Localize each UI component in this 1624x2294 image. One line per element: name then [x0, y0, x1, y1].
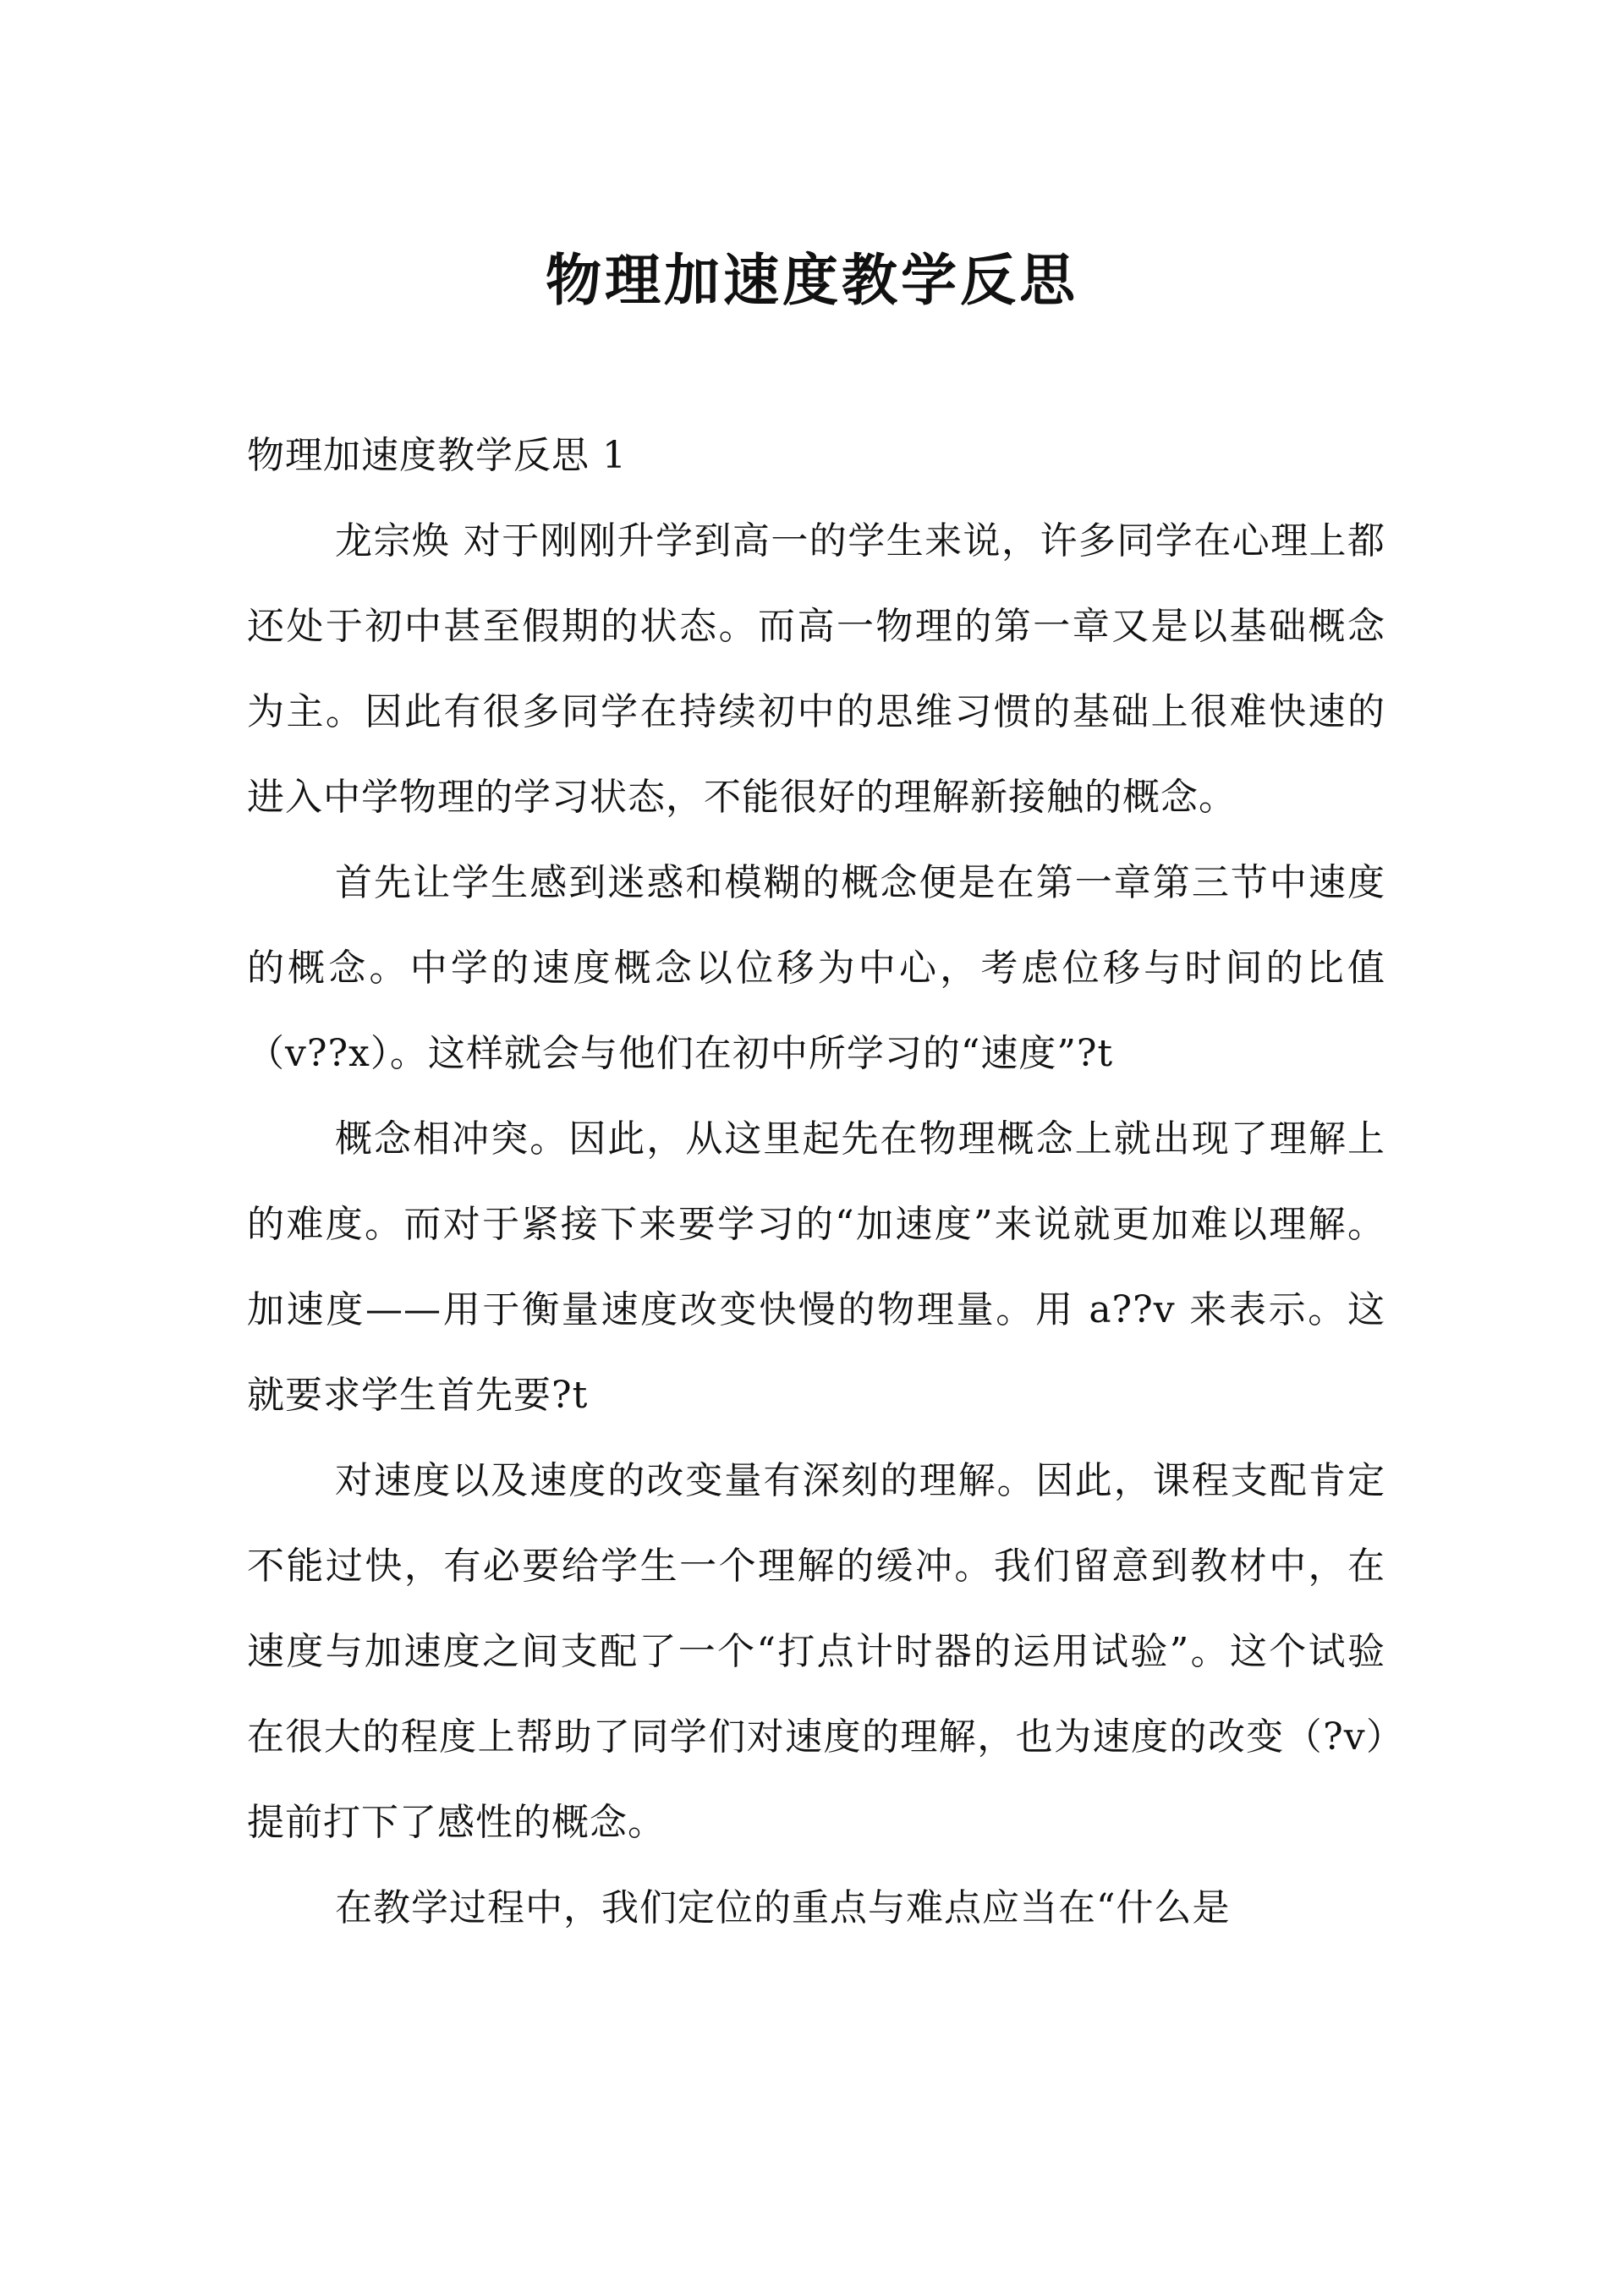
- paragraph: 对速度以及速度的改变量有深刻的理解。因此，课程支配肯定不能过快，有必要给学生一个理解的缓冲。我们留意到教材中，在速度与加速度之间支配了一个“打点计时器的运用试验”。这个试验在很大的程度上帮助了同学们对速度的理解，也为速度的改变（?v）提前打下了感性的概念。: [247, 1459, 1385, 1844]
- paragraph: 龙宗焕 对于刚刚升学到高一的学生来说，许多同学在心理上都还处于初中甚至假期的状态。而高一物理的第一章又是以基础概念为主。因此有很多同学在持续初中的思维习惯的基础上很难快速的进入中学物理的学习状态，不能很好的理解新接触的概念。: [247, 519, 1385, 819]
- document-body: [247, 413, 1385, 1951]
- document-title: 物理加速度教学反思: [546, 247, 1078, 313]
- paragraph: 在教学过程中，我们定位的重点与难点应当在“什么是: [335, 1886, 1231, 1929]
- section-heading: 物理加速度教学反思 1: [247, 434, 627, 477]
- paragraph: 首先让学生感到迷惑和模糊的概念便是在第一章第三节中速度的概念。中学的速度概念以位移为中心，考虑位移与时间的比值（v??x）。这样就会与他们在初中所学习的“速度”?t: [247, 861, 1385, 1075]
- paragraph: 概念相冲突。因此，从这里起先在物理概念上就出现了理解上的难度。而对于紧接下来要学习的“加速度”来说就更加难以理解。 加速度——用于衡量速度改变快慢的物理量。用 a??v 来表示。这就要求学生首先要?t: [247, 1117, 1385, 1417]
